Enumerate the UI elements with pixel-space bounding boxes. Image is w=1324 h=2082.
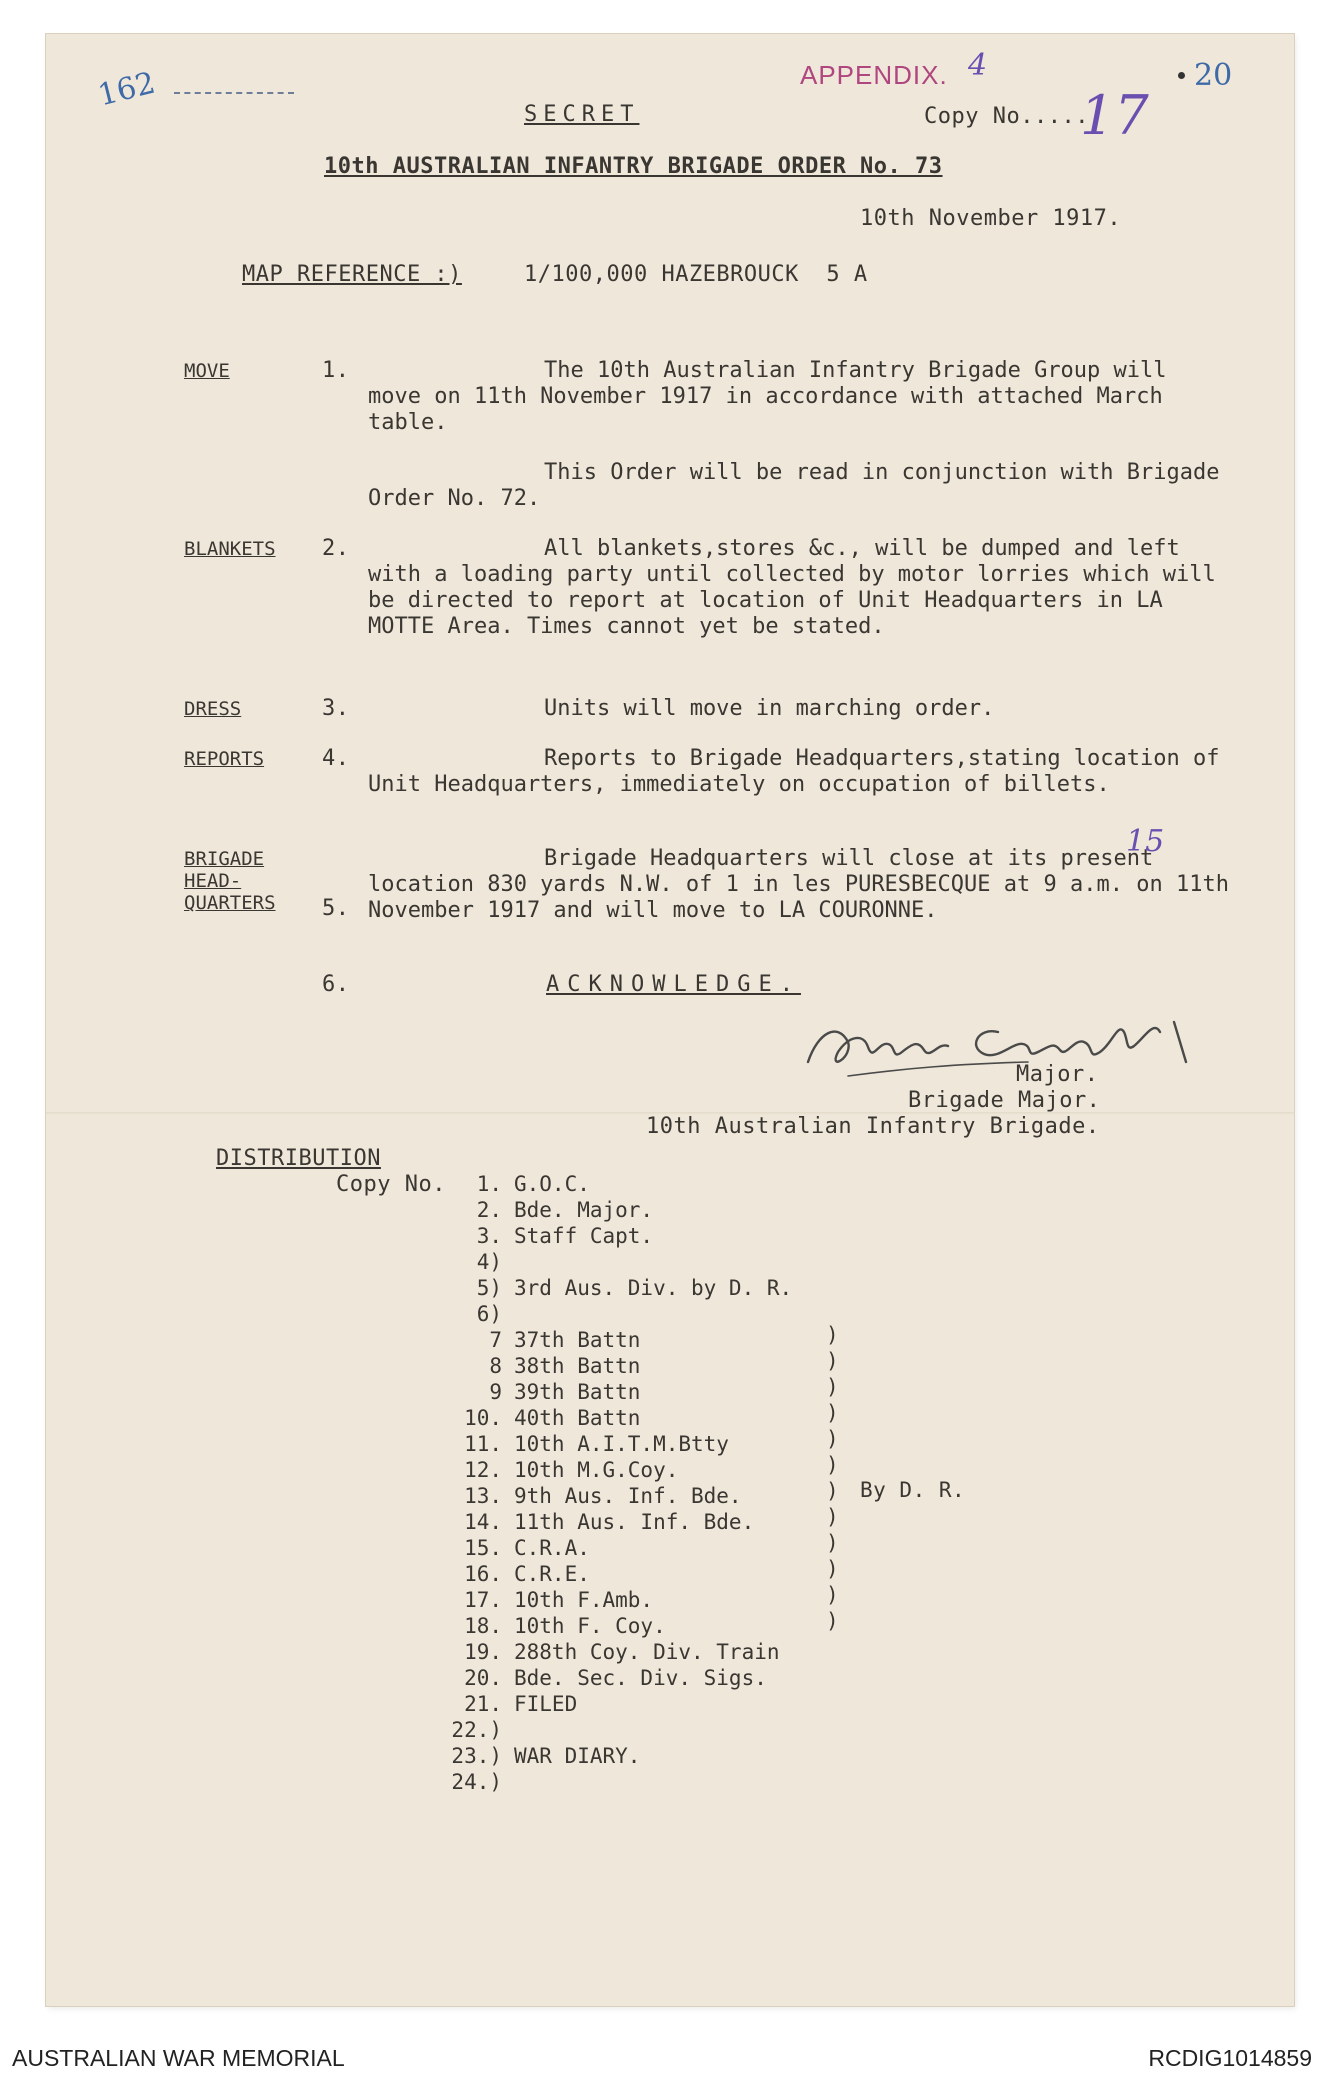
distribution-row	[450, 1718, 514, 1744]
distribution-recipient: 10th M.G.Coy.	[514, 1458, 679, 1482]
para-1-text: The 10th Australian Infantry Brigade Group will move on 11th November 1917 in accordance with attached March table.	[368, 358, 1167, 435]
page-dot	[1178, 72, 1185, 79]
distribution-row	[450, 1770, 514, 1796]
distribution-recipient: C.R.A.	[514, 1536, 590, 1560]
distribution-heading: DISTRIBUTION	[216, 1146, 381, 1171]
signatory-title: Brigade Major.	[908, 1088, 1101, 1113]
distribution-row	[450, 1562, 590, 1588]
distribution-copy-no: 12.	[464, 1458, 502, 1482]
page-number: 20	[1194, 58, 1233, 93]
distribution-row	[450, 1328, 640, 1354]
distribution-row	[450, 1172, 590, 1198]
folio-number: 162	[94, 65, 159, 114]
distribution-row	[450, 1432, 729, 1458]
distribution-copy-no: 19.	[464, 1640, 502, 1664]
para-3-number: 3.	[322, 696, 350, 721]
para-6-number: 6.	[322, 972, 350, 997]
distribution-copy-no: 15.	[464, 1536, 502, 1560]
distribution-recipient: 288th Coy. Div. Train	[514, 1640, 780, 1664]
copy-label: Copy No......	[924, 104, 1103, 129]
distribution-row	[450, 1640, 780, 1666]
para-3-heading: DRESS	[184, 698, 242, 720]
distribution-row	[450, 1380, 640, 1406]
distribution-copy-no: 24.)	[451, 1770, 502, 1794]
distribution-row	[450, 1354, 640, 1380]
distribution-row	[450, 1588, 653, 1614]
copy-number: 17	[1080, 84, 1149, 147]
para-5-annotation: 15	[1126, 824, 1165, 859]
para-3-text: Units will move in marching order.	[544, 696, 995, 721]
distribution-recipient: Staff Capt.	[514, 1224, 654, 1248]
distribution-copy-no: 4)	[476, 1250, 502, 1274]
distribution-row	[450, 1536, 590, 1562]
distribution-copy-no: 11.	[464, 1432, 502, 1456]
distribution-copy-no: 3.	[476, 1224, 502, 1248]
signatory-rank: Major.	[1016, 1062, 1099, 1087]
para-1-text2: This Order will be read in conjunction with Brigade Order No. 72.	[368, 460, 1220, 511]
distribution-recipient: C.R.E.	[514, 1562, 590, 1586]
distribution-copy-no: 9	[489, 1380, 502, 1404]
appendix-stamp: APPENDIX.	[800, 60, 948, 90]
distribution-copy-label: Copy No.	[336, 1172, 446, 1197]
distribution-copy-no: 22.)	[451, 1718, 502, 1742]
distribution-recipient: 9th Aus. Inf. Bde.	[514, 1484, 742, 1508]
handwritten-signature	[788, 1002, 1208, 1092]
distribution-recipient: FILED	[514, 1692, 578, 1716]
distribution-copy-no: 20.	[464, 1666, 502, 1690]
distribution-row	[450, 1406, 640, 1432]
distribution-copy-no: 5)	[476, 1276, 502, 1300]
distribution-copy-no: 2.	[476, 1198, 502, 1222]
signatory-unit: 10th Australian Infantry Brigade.	[646, 1114, 1100, 1139]
document-page	[46, 34, 1294, 2006]
folio-line	[174, 92, 294, 94]
distribution-row	[450, 1302, 514, 1328]
map-reference-label	[242, 262, 462, 287]
distribution-recipient: 10th F. Coy.	[514, 1614, 666, 1638]
distribution-copy-no: 8	[489, 1354, 502, 1378]
para-5-text: Brigade Headquarters will close at its present location 830 yards N.W. of 1 in les PURESBECQUE at 9 a.m. on 11th November 1917 and will move to LA COURONNE.	[368, 846, 1229, 923]
acknowledge: ACKNOWLEDGE.	[546, 972, 801, 997]
para-5-heading: BRIGADE HEAD- QUARTERS	[184, 848, 276, 914]
distribution-copy-no: 1.	[476, 1172, 502, 1196]
distribution-row	[450, 1484, 742, 1510]
para-1-heading: MOVE	[184, 360, 230, 382]
para-2-text: All blankets,stores &c., will be dumped and left with a loading party until collected by motor lorries which will be directed to report at location of Unit Headquarters in LA MOTTE Area. Times cannot yet be stated.	[368, 536, 1216, 639]
para-4-text: Reports to Brigade Headquarters,stating location of Unit Headquarters, immediately on occupation of billets.	[368, 746, 1220, 797]
distribution-recipient: 10th A.I.T.M.Btty	[514, 1432, 729, 1456]
distribution-copy-no: 6)	[476, 1302, 502, 1326]
distribution-recipient: WAR DIARY.	[514, 1744, 641, 1768]
footer-right: RCDIG1014859	[1148, 2045, 1312, 2071]
distribution-recipient: 11th Aus. Inf. Bde.	[514, 1510, 755, 1534]
distribution-recipient: Bde. Major.	[514, 1198, 654, 1222]
distribution-recipient: 37th Battn	[514, 1328, 641, 1352]
distribution-row	[450, 1224, 653, 1250]
distribution-copy-no: 23.)	[451, 1744, 502, 1768]
distribution-row	[450, 1458, 678, 1484]
distribution-row	[450, 1666, 767, 1692]
para-2-number: 2.	[322, 536, 350, 561]
distribution-recipient: 38th Battn	[514, 1354, 641, 1378]
distribution-recipient: 39th Battn	[514, 1380, 641, 1404]
distribution-copy-no: 14.	[464, 1510, 502, 1534]
distribution-row	[450, 1614, 666, 1640]
distribution-row	[450, 1276, 792, 1302]
para-4-number: 4.	[322, 746, 350, 771]
para-1-number: 1.	[322, 358, 350, 383]
distribution-copy-no: 10.	[464, 1406, 502, 1430]
distribution-row	[450, 1198, 653, 1224]
footer-left: AUSTRALIAN WAR MEMORIAL	[12, 2045, 345, 2071]
para-5-number: 5.	[322, 896, 350, 921]
para-2-heading: BLANKETS	[184, 538, 276, 560]
map-reference-label-text: MAP REFERENCE :)	[242, 262, 462, 287]
distribution-row	[450, 1250, 514, 1276]
distribution-copy-no: 17.	[464, 1588, 502, 1612]
order-title: 10th AUSTRALIAN INFANTRY BRIGADE ORDER No. 73	[324, 154, 943, 179]
distribution-copy-no: 13.	[464, 1484, 502, 1508]
distribution-recipient: 10th F.Amb.	[514, 1588, 654, 1612]
distribution-copy-no: 7	[489, 1328, 502, 1352]
distribution-recipient: 40th Battn	[514, 1406, 641, 1430]
distribution-by-dr: By D. R.	[860, 1478, 966, 1502]
map-reference-value: 1/100,000 HAZEBROUCK 5 A	[524, 262, 868, 287]
distribution-row	[450, 1510, 754, 1536]
distribution-recipient: G.O.C.	[514, 1172, 590, 1196]
order-date: 10th November 1917.	[860, 206, 1122, 231]
distribution-copy-no: 18.	[464, 1614, 502, 1638]
distribution-recipient: Bde. Sec. Div. Sigs.	[514, 1666, 767, 1690]
distribution-copy-no: 21.	[464, 1692, 502, 1716]
distribution-bracket: ) ) ) ) ) ) ) ) ) ) ) )	[826, 1323, 839, 1633]
distribution-recipient: 3rd Aus. Div. by D. R.	[514, 1276, 793, 1300]
para-4-heading: REPORTS	[184, 748, 265, 770]
appendix-number: 4	[968, 48, 988, 83]
distribution-copy-no: 16.	[464, 1562, 502, 1586]
distribution-row	[450, 1692, 577, 1718]
classification: SECRET	[524, 102, 640, 127]
distribution-row	[450, 1744, 640, 1770]
